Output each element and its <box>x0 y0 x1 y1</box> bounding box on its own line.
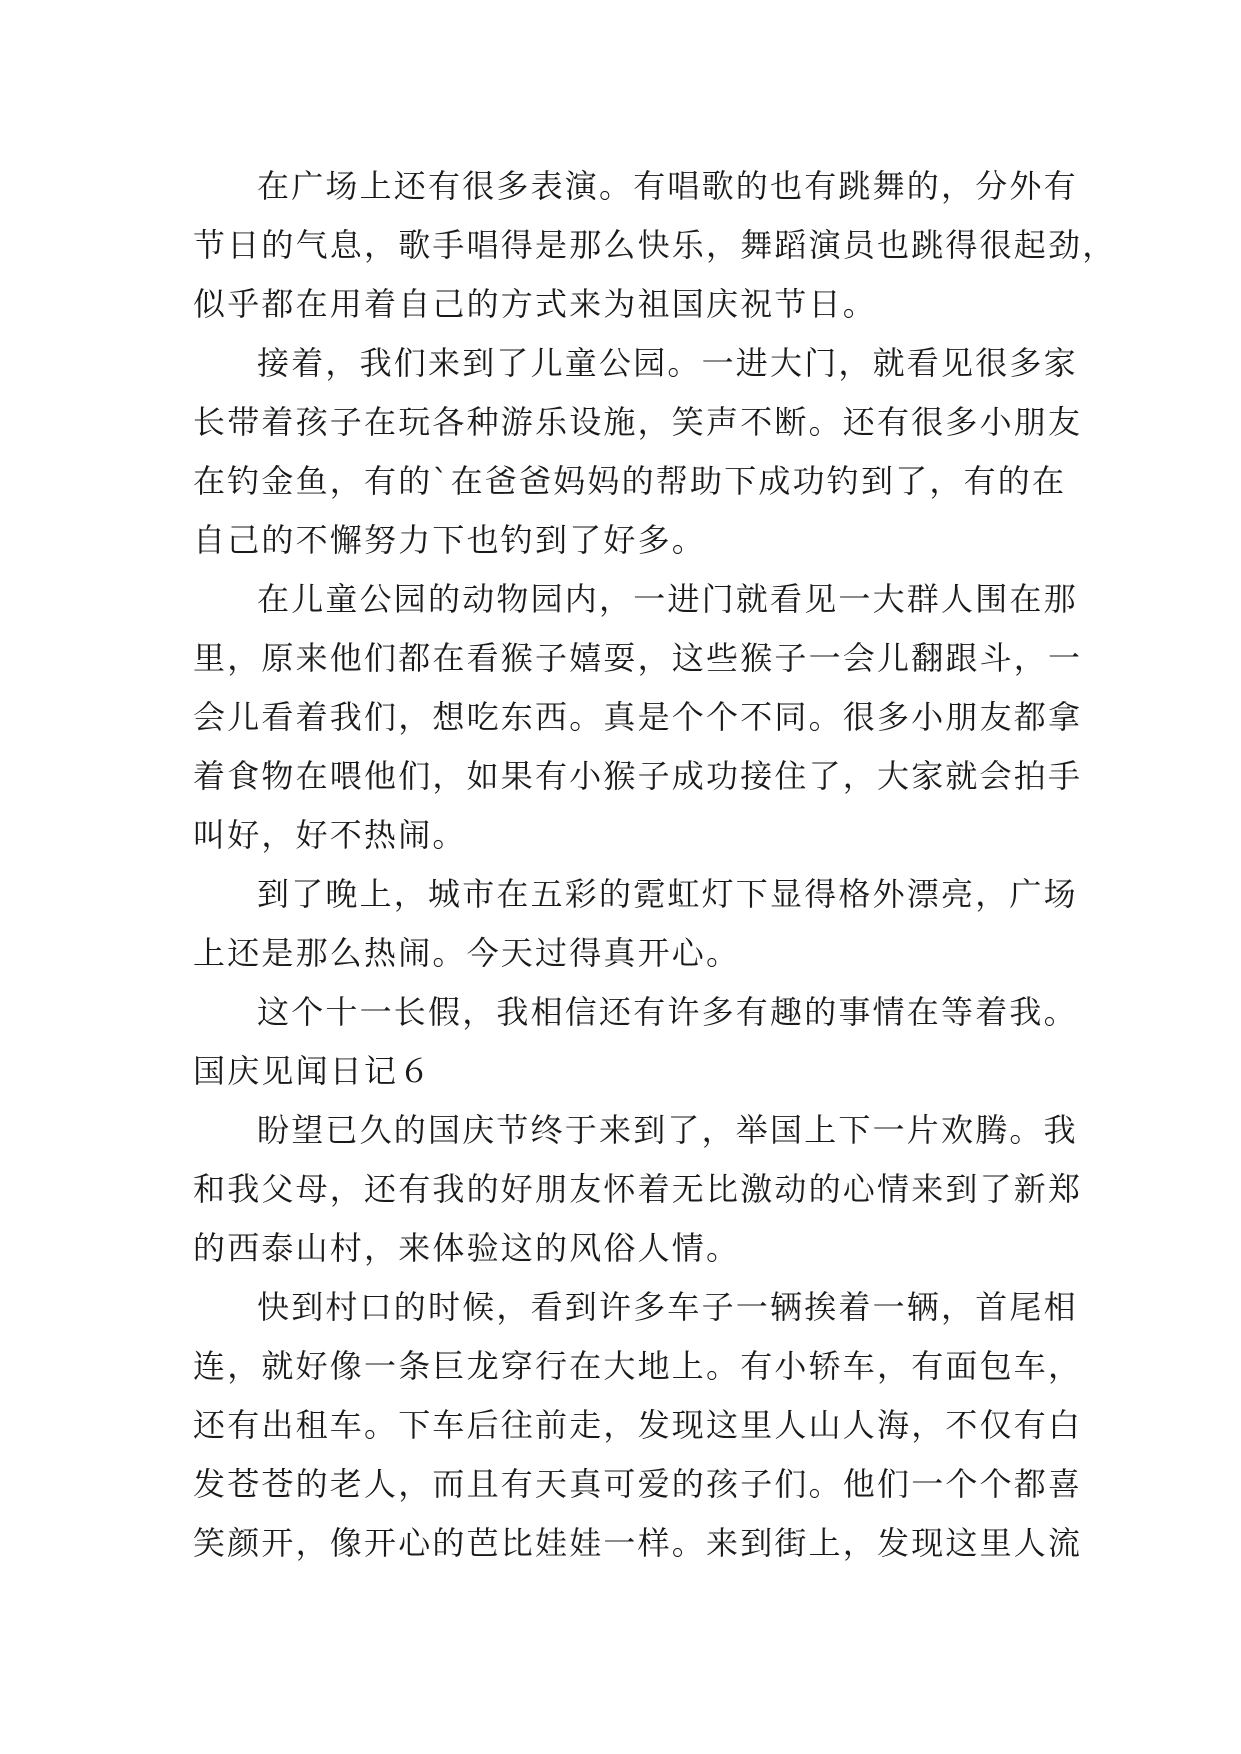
text-line: 会儿看着我们，想吃东西。真是个个不同。很多小朋友都拿 <box>193 698 1083 736</box>
text-line: 似乎都在用着自己的方式来为祖国庆祝节日。 <box>193 285 878 323</box>
section-heading: 国庆见闻日记６ <box>193 1052 433 1090</box>
text-line: 接着，我们来到了儿童公园。一进大门，就看见很多家 <box>257 344 1078 382</box>
text-line: 的西泰山村，来体验这的风俗人情。 <box>193 1229 741 1267</box>
text-line: 发苍苍的老人，而且有天真可爱的孩子们。他们一个个都喜 <box>193 1465 1083 1503</box>
text-line: 和我父母，还有我的好朋友怀着无比激动的心情来到了新郑 <box>193 1170 1083 1208</box>
text-line: 自己的不懈努力下也钓到了好多。 <box>193 521 707 559</box>
text-line: 在钓金鱼，有的`在爸爸妈妈的帮助下成功钓到了，有的在 <box>193 462 1067 500</box>
text-line: 长带着孩子在玩各种游乐设施，笑声不断。还有很多小朋友 <box>193 403 1083 441</box>
text-line: 在广场上还有很多表演。有唱歌的也有跳舞的，分外有 <box>257 167 1078 205</box>
text-line: 还有出租车。下车后往前走，发现这里人山人海，不仅有白 <box>193 1406 1083 1444</box>
text-line: 笑颜开，像开心的芭比娃娃一样。来到街上，发现这里人流 <box>193 1524 1083 1562</box>
text-line: 盼望已久的国庆节终于来到了，举国上下一片欢腾。我 <box>257 1111 1078 1149</box>
text-line: 叫好，好不热闹。 <box>193 816 467 854</box>
text-line: 到了晚上，城市在五彩的霓虹灯下显得格外漂亮，广场 <box>257 875 1078 913</box>
text-line: 这个十一长假，我相信还有许多有趣的事情在等着我。 <box>257 993 1078 1031</box>
text-line: 在儿童公园的动物园内，一进门就看见一大群人围在那 <box>257 580 1078 618</box>
text-line: 着食物在喂他们，如果有小猴子成功接住了，大家就会拍手 <box>193 757 1083 795</box>
text-line: 快到村口的时候，看到许多车子一辆挨着一辆，首尾相 <box>257 1288 1078 1326</box>
text-line: 连，就好像一条巨龙穿行在大地上。有小轿车，有面包车， <box>193 1347 1083 1385</box>
text-line: 里，原来他们都在看猴子嬉耍，这些猴子一会儿翻跟斗，一 <box>193 639 1083 677</box>
text-line: 节日的气息，歌手唱得是那么快乐，舞蹈演员也跳得很起劲， <box>193 226 1117 264</box>
text-line: 上还是那么热闹。今天过得真开心。 <box>193 934 741 972</box>
